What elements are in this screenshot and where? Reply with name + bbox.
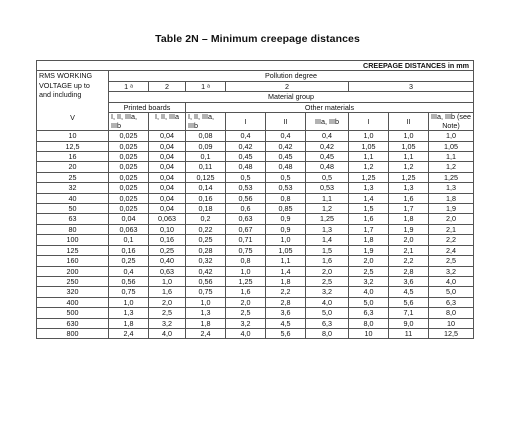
- table-row: [37, 162, 474, 172]
- creepage-value-cell: 1,2: [349, 162, 389, 172]
- table-row: [37, 328, 474, 338]
- table-row: [37, 204, 474, 214]
- creepage-value-cell: 5,0: [306, 308, 349, 318]
- creepage-value-cell: 0,025: [109, 152, 149, 162]
- pollution-degree-3: 3: [349, 81, 474, 91]
- creepage-value-cell: 1,3: [186, 308, 226, 318]
- creepage-value-cell: 0,2: [186, 214, 226, 224]
- creepage-value-cell: 1,05: [266, 245, 306, 255]
- creepage-value-cell: 0,4: [266, 131, 306, 141]
- creepage-value-cell: 2,8: [389, 266, 429, 276]
- creepage-value-cell: 0,063: [109, 224, 149, 234]
- creepage-value-cell: 1,9: [349, 245, 389, 255]
- creepage-value-cell: 0,025: [109, 141, 149, 151]
- creepage-value-cell: 1,7: [349, 224, 389, 234]
- creepage-value-cell: 0,25: [149, 245, 186, 255]
- voltage-cell: 20: [37, 162, 109, 172]
- creepage-value-cell: 1,1: [389, 152, 429, 162]
- voltage-cell: 160: [37, 256, 109, 266]
- creepage-value-cell: 1,9: [429, 204, 474, 214]
- creepage-value-cell: 0,42: [226, 141, 266, 151]
- creepage-value-cell: 5,0: [429, 287, 474, 297]
- creepage-value-cell: 3,6: [266, 308, 306, 318]
- creepage-value-cell: 0,63: [226, 214, 266, 224]
- creepage-value-cell: 1,6: [306, 256, 349, 266]
- creepage-value-cell: 1,05: [349, 141, 389, 151]
- voltage-cell: 50: [37, 204, 109, 214]
- material-subheader-4: I: [226, 113, 266, 131]
- creepage-value-cell: 1,2: [389, 162, 429, 172]
- table-row: [37, 193, 474, 203]
- creepage-value-cell: 1,05: [389, 141, 429, 151]
- creepage-value-cell: 2,2: [429, 235, 474, 245]
- voltage-cell: 80: [37, 224, 109, 234]
- creepage-value-cell: 1,8: [349, 235, 389, 245]
- creepage-value-cell: 0,32: [186, 256, 226, 266]
- creepage-value-cell: 6,3: [429, 297, 474, 307]
- creepage-value-cell: 0,6: [226, 204, 266, 214]
- table-row: [37, 183, 474, 193]
- voltage-cell: 32: [37, 183, 109, 193]
- table-row: [37, 214, 474, 224]
- creepage-value-cell: 0,04: [149, 172, 186, 182]
- creepage-value-cell: 2,0: [389, 235, 429, 245]
- table-row: [37, 256, 474, 266]
- creepage-value-cell: 0,22: [186, 224, 226, 234]
- table-row: [37, 235, 474, 245]
- creepage-value-cell: 0,56: [226, 193, 266, 203]
- creepage-value-cell: 0,09: [186, 141, 226, 151]
- pollution-degree-1a-pb: 1 ᵃ: [109, 81, 149, 91]
- creepage-value-cell: 4,5: [266, 318, 306, 328]
- creepage-value-cell: 0,04: [149, 131, 186, 141]
- creepage-value-cell: 1,05: [429, 141, 474, 151]
- creepage-value-cell: 0,1: [186, 152, 226, 162]
- pollution-degree-2-pb: 2: [149, 81, 186, 91]
- creepage-value-cell: 1,0: [149, 276, 186, 286]
- creepage-value-cell: 5,0: [349, 297, 389, 307]
- creepage-value-cell: 12,5: [429, 328, 474, 338]
- table-row: [37, 224, 474, 234]
- creepage-value-cell: 1,8: [266, 276, 306, 286]
- creepage-value-cell: 2,0: [306, 266, 349, 276]
- creepage-value-cell: 2,4: [429, 245, 474, 255]
- creepage-value-cell: 1,5: [306, 245, 349, 255]
- creepage-value-cell: 0,85: [266, 204, 306, 214]
- creepage-value-cell: 1,0: [186, 297, 226, 307]
- material-subheader-7: I: [349, 113, 389, 131]
- creepage-value-cell: 6,3: [349, 308, 389, 318]
- creepage-value-cell: 0,04: [149, 162, 186, 172]
- creepage-value-cell: 0,1: [109, 235, 149, 245]
- creepage-value-cell: 0,4: [226, 131, 266, 141]
- creepage-value-cell: 3,6: [389, 276, 429, 286]
- creepage-value-cell: 0,42: [306, 141, 349, 151]
- creepage-value-cell: 2,0: [349, 256, 389, 266]
- creepage-value-cell: 0,08: [186, 131, 226, 141]
- creepage-value-cell: 4,0: [306, 297, 349, 307]
- creepage-value-cell: 1,1: [349, 152, 389, 162]
- creepage-value-cell: 2,2: [266, 287, 306, 297]
- table-row: [37, 245, 474, 255]
- creepage-value-cell: 0,04: [149, 193, 186, 203]
- creepage-value-cell: 2,5: [349, 266, 389, 276]
- creepage-value-cell: 3,2: [429, 266, 474, 276]
- table-row: [37, 141, 474, 151]
- creepage-value-cell: 5,6: [266, 328, 306, 338]
- creepage-value-cell: 1,3: [349, 183, 389, 193]
- voltage-cell: 63: [37, 214, 109, 224]
- creepage-value-cell: 2,2: [389, 256, 429, 266]
- creepage-value-cell: 1,1: [306, 193, 349, 203]
- creepage-value-cell: 7,1: [389, 308, 429, 318]
- creepage-value-cell: 1,0: [266, 235, 306, 245]
- row-label-line-2: VOLTAGE up to: [39, 80, 90, 90]
- creepage-value-cell: 10: [349, 328, 389, 338]
- creepage-value-cell: 1,25: [389, 172, 429, 182]
- creepage-value-cell: 1,1: [429, 152, 474, 162]
- creepage-value-cell: 0,04: [149, 204, 186, 214]
- creepage-value-cell: 1,0: [226, 266, 266, 276]
- creepage-value-cell: 1,25: [429, 172, 474, 182]
- creepage-value-cell: 0,40: [149, 256, 186, 266]
- voltage-cell: 100: [37, 235, 109, 245]
- creepage-value-cell: 1,8: [389, 214, 429, 224]
- creepage-value-cell: 1,0: [109, 297, 149, 307]
- creepage-value-cell: 0,53: [266, 183, 306, 193]
- creepage-value-cell: 10: [429, 318, 474, 328]
- creepage-value-cell: 0,5: [266, 172, 306, 182]
- creepage-value-cell: 0,025: [109, 183, 149, 193]
- material-subheader-9: IIIa, IIIb (see Note): [429, 113, 474, 131]
- creepage-value-cell: 1,8: [429, 193, 474, 203]
- creepage-value-cell: 0,42: [266, 141, 306, 151]
- pollution-degree-2: 2: [226, 81, 349, 91]
- creepage-value-cell: 0,25: [109, 256, 149, 266]
- creepage-value-cell: 1,2: [429, 162, 474, 172]
- creepage-value-cell: 0,56: [186, 276, 226, 286]
- creepage-value-cell: 11: [389, 328, 429, 338]
- creepage-value-cell: 0,45: [266, 152, 306, 162]
- creepage-value-cell: 0,67: [226, 224, 266, 234]
- creepage-value-cell: 0,5: [306, 172, 349, 182]
- creepage-value-cell: 9,0: [389, 318, 429, 328]
- voltage-cell: 16: [37, 152, 109, 162]
- voltage-cell: 25: [37, 172, 109, 182]
- creepage-value-cell: 1,6: [349, 214, 389, 224]
- creepage-value-cell: 0,48: [226, 162, 266, 172]
- creepage-value-cell: 0,025: [109, 162, 149, 172]
- creepage-value-cell: 1,1: [266, 256, 306, 266]
- material-subheader-2: I, II, IIIa: [149, 113, 186, 131]
- creepage-value-cell: 0,75: [109, 287, 149, 297]
- creepage-value-cell: 1,0: [389, 131, 429, 141]
- creepage-value-cell: 3,2: [226, 318, 266, 328]
- creepage-value-cell: 1,0: [349, 131, 389, 141]
- table-title: Table 2N – Minimum creepage distances: [155, 33, 360, 45]
- creepage-value-cell: 1,3: [429, 183, 474, 193]
- v-label: V: [70, 112, 75, 122]
- material-group-header: Material group: [109, 92, 474, 102]
- creepage-value-cell: 2,0: [149, 297, 186, 307]
- creepage-value-cell: 2,4: [186, 328, 226, 338]
- creepage-value-cell: 0,4: [306, 131, 349, 141]
- creepage-value-cell: 0,75: [186, 287, 226, 297]
- creepage-value-cell: 2,1: [429, 224, 474, 234]
- creepage-value-cell: 0,5: [226, 172, 266, 182]
- printed-boards-header: Printed boards: [109, 102, 186, 112]
- creepage-value-cell: 1,6: [149, 287, 186, 297]
- creepage-value-cell: 0,9: [266, 214, 306, 224]
- creepage-value-cell: 0,10: [149, 224, 186, 234]
- voltage-cell: 40: [37, 193, 109, 203]
- creepage-value-cell: 0,16: [109, 245, 149, 255]
- creepage-value-cell: 0,63: [149, 266, 186, 276]
- creepage-value-cell: 8,0: [429, 308, 474, 318]
- creepage-value-cell: 0,16: [186, 193, 226, 203]
- creepage-value-cell: 0,56: [109, 276, 149, 286]
- creepage-value-cell: 1,5: [349, 204, 389, 214]
- creepage-value-cell: 0,48: [306, 162, 349, 172]
- creepage-value-cell: 1,4: [349, 193, 389, 203]
- creepage-value-cell: 1,3: [109, 308, 149, 318]
- creepage-value-cell: 0,04: [149, 183, 186, 193]
- creepage-value-cell: 1,0: [429, 131, 474, 141]
- creepage-value-cell: 1,4: [266, 266, 306, 276]
- material-subheader-3: I, II, IIIa, IIIb: [186, 113, 226, 131]
- creepage-value-cell: 1,3: [306, 224, 349, 234]
- creepage-value-cell: 4,0: [429, 276, 474, 286]
- table-row: [37, 297, 474, 307]
- creepage-value-cell: 0,45: [226, 152, 266, 162]
- table-row: [37, 318, 474, 328]
- table-row: [37, 308, 474, 318]
- table-row: [37, 266, 474, 276]
- creepage-value-cell: 4,0: [226, 328, 266, 338]
- creepage-value-cell: 0,04: [149, 152, 186, 162]
- voltage-cell: 320: [37, 287, 109, 297]
- voltage-cell: 800: [37, 328, 109, 338]
- material-subheader-5: II: [266, 113, 306, 131]
- creepage-value-cell: 0,28: [186, 245, 226, 255]
- material-subheader-8: II: [389, 113, 429, 131]
- other-materials-header: Other materials: [186, 102, 474, 112]
- creepage-value-cell: 0,48: [266, 162, 306, 172]
- creepage-value-cell: 1,25: [226, 276, 266, 286]
- table-row: [37, 276, 474, 286]
- creepage-value-cell: 0,9: [266, 224, 306, 234]
- voltage-cell: 250: [37, 276, 109, 286]
- table-row: [37, 172, 474, 182]
- creepage-value-cell: 3,2: [306, 287, 349, 297]
- creepage-value-cell: 2,0: [429, 214, 474, 224]
- creepage-value-cell: 4,0: [349, 287, 389, 297]
- creepage-value-cell: 0,16: [149, 235, 186, 245]
- creepage-value-cell: 6,3: [306, 318, 349, 328]
- voltage-cell: 125: [37, 245, 109, 255]
- creepage-value-cell: 0,04: [109, 214, 149, 224]
- creepage-value-cell: 0,25: [186, 235, 226, 245]
- creepage-value-cell: 0,71: [226, 235, 266, 245]
- row-label-line-3: and including: [39, 90, 82, 100]
- creepage-value-cell: 0,125: [186, 172, 226, 182]
- creepage-value-cell: 0,45: [306, 152, 349, 162]
- row-label-cell: [37, 71, 109, 131]
- voltage-cell: 10: [37, 131, 109, 141]
- creepage-value-cell: 0,14: [186, 183, 226, 193]
- voltage-cell: 200: [37, 266, 109, 276]
- creepage-value-cell: 1,7: [389, 204, 429, 214]
- creepage-distances-header: CREEPAGE DISTANCES in mm: [37, 61, 474, 71]
- creepage-value-cell: 8,0: [306, 328, 349, 338]
- creepage-value-cell: 2,5: [226, 308, 266, 318]
- creepage-value-cell: 2,5: [149, 308, 186, 318]
- creepage-value-cell: 2,5: [429, 256, 474, 266]
- table-row: [37, 287, 474, 297]
- pollution-degree-header: Pollution degree: [109, 71, 474, 81]
- creepage-value-cell: 0,18: [186, 204, 226, 214]
- creepage-value-cell: 2,8: [266, 297, 306, 307]
- creepage-value-cell: 2,0: [226, 297, 266, 307]
- creepage-value-cell: 5,6: [389, 297, 429, 307]
- creepage-value-cell: 2,1: [389, 245, 429, 255]
- creepage-value-cell: 0,53: [226, 183, 266, 193]
- material-subheader-1: I, II, IIIa, IIIb: [109, 113, 149, 131]
- voltage-cell: 400: [37, 297, 109, 307]
- creepage-value-cell: 0,025: [109, 193, 149, 203]
- creepage-value-cell: 2,5: [306, 276, 349, 286]
- creepage-value-cell: 1,6: [226, 287, 266, 297]
- creepage-value-cell: 0,8: [226, 256, 266, 266]
- creepage-table: [36, 60, 474, 339]
- creepage-value-cell: 4,5: [389, 287, 429, 297]
- creepage-value-cell: 2,4: [109, 328, 149, 338]
- creepage-value-cell: 3,2: [349, 276, 389, 286]
- voltage-cell: 500: [37, 308, 109, 318]
- creepage-value-cell: 8,0: [349, 318, 389, 328]
- creepage-value-cell: 0,42: [186, 266, 226, 276]
- creepage-value-cell: 1,9: [389, 224, 429, 234]
- creepage-value-cell: 0,04: [149, 141, 186, 151]
- creepage-value-cell: 0,025: [109, 131, 149, 141]
- voltage-cell: 630: [37, 318, 109, 328]
- creepage-value-cell: 1,3: [389, 183, 429, 193]
- creepage-value-cell: 1,8: [109, 318, 149, 328]
- creepage-value-cell: 0,75: [226, 245, 266, 255]
- creepage-value-cell: 1,2: [306, 204, 349, 214]
- creepage-value-cell: 4,0: [149, 328, 186, 338]
- creepage-value-cell: 0,53: [306, 183, 349, 193]
- creepage-value-cell: 0,11: [186, 162, 226, 172]
- pollution-degree-1a: 1 ᵃ: [186, 81, 226, 91]
- creepage-value-cell: 0,025: [109, 204, 149, 214]
- creepage-value-cell: 0,025: [109, 172, 149, 182]
- creepage-value-cell: 0,063: [149, 214, 186, 224]
- material-subheader-6: IIIa, IIIb: [306, 113, 349, 131]
- creepage-value-cell: 1,25: [306, 214, 349, 224]
- creepage-value-cell: 1,6: [389, 193, 429, 203]
- row-label-line-1: RMS WORKING: [39, 71, 93, 81]
- table-row: [37, 131, 474, 141]
- creepage-value-cell: 1,25: [349, 172, 389, 182]
- creepage-value-cell: 3,2: [149, 318, 186, 328]
- creepage-value-cell: 0,8: [266, 193, 306, 203]
- creepage-value-cell: 1,8: [186, 318, 226, 328]
- creepage-value-cell: 1,4: [306, 235, 349, 245]
- table-row: [37, 152, 474, 162]
- creepage-value-cell: 0,4: [109, 266, 149, 276]
- voltage-cell: 12,5: [37, 141, 109, 151]
